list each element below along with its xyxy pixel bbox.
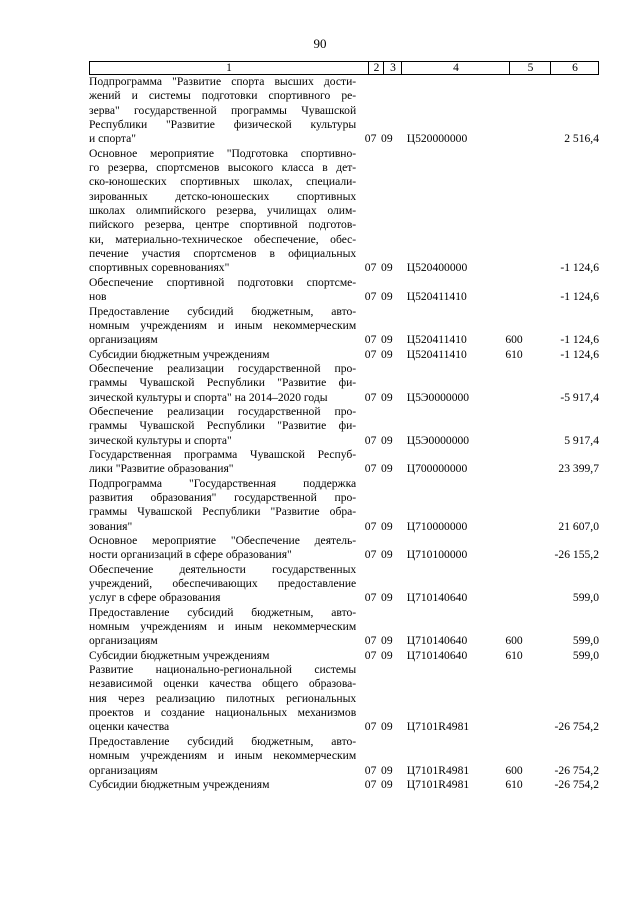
description-line: Государственная программа Чувашской Респуб- [89, 447, 357, 461]
row-description [89, 778, 356, 792]
subsection-code: 09 [381, 648, 393, 662]
description-line: Субсидии бюджетным учреждениям [89, 777, 270, 791]
amount: 5 917,4 [564, 433, 599, 447]
target-article-code: Ц520000000 [406, 132, 468, 146]
amount: -5 917,4 [560, 390, 599, 404]
amount: -26 754,2 [554, 777, 599, 791]
description-line: ки, материально-техническое обеспечение, обес- [89, 232, 357, 246]
target-article-code: Ц520400000 [406, 261, 468, 275]
table-row [89, 563, 599, 606]
amount: 23 399,7 [558, 462, 599, 476]
description-line: услуг в сфере образования [89, 591, 221, 605]
description-line: ности организаций в сфере образования" [89, 548, 292, 562]
description-line: зической культуры и спорта" на 2014–2020 годы [89, 390, 328, 404]
description-line: спортивных соревнованиях" [89, 261, 230, 275]
table-row [89, 362, 599, 405]
description-line: Обеспечение реализации государственной про- [89, 404, 357, 418]
target-article-code: Ц520411410 [406, 333, 467, 347]
amount: 599,0 [572, 591, 599, 605]
subsection-code: 09 [381, 333, 393, 347]
table-row [89, 649, 599, 663]
target-article-code: Ц710100000 [406, 548, 468, 562]
column-header-1: 1 [226, 62, 232, 74]
table-row [89, 348, 599, 362]
amount: -1 124,6 [560, 333, 599, 347]
column-header-4: 4 [401, 62, 510, 74]
description-line: Субсидии бюджетным учреждениям [89, 347, 270, 361]
description-line: зования" [89, 519, 133, 533]
target-article-code: Ц7101R4981 [406, 777, 470, 791]
description-line: ско-юношеских спортивных школах, специали- [89, 175, 357, 189]
section-code: 07 [364, 290, 377, 304]
description-line: Обеспечение реализации государственной про- [89, 361, 357, 375]
row-description [89, 276, 356, 305]
description-line: организациям [89, 333, 158, 347]
table-row [89, 778, 599, 792]
subsection-code: 09 [381, 290, 393, 304]
column-header-2: 2 [368, 62, 384, 74]
description-line: организациям [89, 634, 158, 648]
expense-type-code: 610 [505, 777, 523, 791]
table-row [89, 75, 599, 147]
expense-type-code: 610 [505, 648, 523, 662]
section-code: 07 [364, 132, 377, 146]
description-line: Основное мероприятие "Подготовка спортивно- [89, 146, 357, 160]
subsection-code: 09 [381, 347, 393, 361]
target-article-code: Ц520411410 [406, 290, 467, 304]
table-row [89, 448, 599, 477]
amount: -1 124,6 [560, 347, 599, 361]
subsection-code: 09 [381, 132, 393, 146]
row-description [89, 348, 356, 362]
description-line: номным учреждениям и иным некоммерческим [89, 620, 357, 634]
row-description [89, 735, 356, 778]
column-header-6: 6 [550, 62, 599, 74]
target-article-code: Ц5Э0000000 [406, 433, 470, 447]
section-code: 07 [364, 261, 377, 275]
page-number: 90 [313, 36, 327, 51]
description-line: ния через реализацию пилотных региональных [89, 691, 357, 705]
row-description [89, 606, 356, 649]
subsection-code: 09 [381, 763, 393, 777]
amount: -26 155,2 [554, 548, 599, 562]
amount: -1 124,6 [560, 290, 599, 304]
section-code: 07 [364, 462, 377, 476]
description-line: граммы Чувашской Республики "Развитие фи- [89, 419, 357, 433]
subsection-code: 09 [381, 519, 393, 533]
table-header [89, 61, 599, 75]
description-line: оценки качества [89, 720, 170, 734]
target-article-code: Ц710140640 [406, 634, 468, 648]
target-article-code: Ц710140640 [406, 591, 468, 605]
description-line: Подпрограмма "Государственная поддержка [89, 476, 357, 490]
description-line: печение участия спортсменов в официальных [89, 247, 357, 261]
description-line: жений и системы подготовки спортивного ре- [89, 89, 357, 103]
description-line: го резерва, спортсменов высокого класса в дет- [89, 161, 357, 175]
amount: -26 754,2 [554, 763, 599, 777]
column-header-5: 5 [509, 62, 551, 74]
section-code: 07 [364, 333, 377, 347]
row-description [89, 305, 356, 348]
row-description [89, 448, 356, 477]
target-article-code: Ц710000000 [406, 519, 468, 533]
row-description [89, 534, 356, 563]
description-line: зерва" государственной программы Чувашской [89, 103, 357, 117]
subsection-code: 09 [381, 548, 393, 562]
section-code: 07 [364, 763, 377, 777]
description-line: номным учреждениям и иным некоммерческим [89, 749, 357, 763]
row-description [89, 649, 356, 663]
table-row [89, 147, 599, 276]
section-code: 07 [364, 548, 377, 562]
description-line: граммы Чувашской Республики "Развитие обра- [89, 505, 357, 519]
subsection-code: 09 [381, 634, 393, 648]
target-article-code: Ц7101R4981 [406, 763, 470, 777]
description-line: Предоставление субсидий бюджетным, авто- [89, 734, 357, 748]
description-line: Предоставление субсидий бюджетным, авто- [89, 605, 357, 619]
amount: 599,0 [572, 634, 599, 648]
subsection-code: 09 [381, 777, 393, 791]
description-line: Обеспечение спортивной подготовки спортсме- [89, 275, 357, 289]
section-code: 07 [364, 648, 377, 662]
description-line: организациям [89, 763, 158, 777]
description-line: нов [89, 290, 107, 304]
description-line: Предоставление субсидий бюджетным, авто- [89, 304, 357, 318]
row-description [89, 405, 356, 448]
subsection-code: 09 [381, 591, 393, 605]
description-line: Республики "Развитие физической культуры [89, 118, 357, 132]
expense-type-code: 600 [505, 763, 523, 777]
subsection-code: 09 [381, 720, 393, 734]
section-code: 07 [364, 347, 377, 361]
subsection-code: 09 [381, 462, 393, 476]
subsection-code: 09 [381, 390, 393, 404]
target-article-code: Ц5Э0000000 [406, 390, 470, 404]
expense-type-code: 600 [505, 634, 523, 648]
table-row [89, 276, 599, 305]
subsection-code: 09 [381, 433, 393, 447]
table-body [89, 75, 599, 792]
table-row [89, 735, 599, 778]
amount: -1 124,6 [560, 261, 599, 275]
description-line: независимой оценки качества общего образова- [89, 677, 357, 691]
description-line: и спорта" [89, 132, 136, 146]
description-line: зической культуры и спорта" [89, 433, 232, 447]
description-line: Обеспечение деятельности государственных [89, 562, 357, 576]
description-line: Основное мероприятие "Обеспечение деятель- [89, 534, 357, 547]
description-line: лики "Развитие образования" [89, 462, 234, 476]
expense-type-code: 610 [505, 347, 523, 361]
target-article-code: Ц7101R4981 [406, 720, 470, 734]
row-description [89, 147, 356, 276]
section-code: 07 [364, 390, 377, 404]
column-header-3: 3 [383, 62, 402, 74]
description-line: Развитие национально-региональной системы [89, 663, 357, 677]
table-row [89, 534, 599, 563]
expense-type-code: 600 [505, 333, 523, 347]
section-code: 07 [364, 519, 377, 533]
section-code: 07 [364, 634, 377, 648]
description-line: проектов и создание национальных механизмов [89, 706, 357, 720]
table-row [89, 606, 599, 649]
section-code: 07 [364, 777, 377, 791]
target-article-code: Ц710140640 [406, 648, 468, 662]
amount: 2 516,4 [564, 132, 599, 146]
table-row [89, 305, 599, 348]
section-code: 07 [364, 591, 377, 605]
description-line: зированных детско-юношеских спортивных [89, 189, 357, 203]
target-article-code: Ц520411410 [406, 347, 467, 361]
row-description [89, 362, 356, 405]
row-description [89, 563, 356, 606]
section-code: 07 [364, 433, 377, 447]
subsection-code: 09 [381, 261, 393, 275]
description-line: пийского резерва, центре спортивной подготов- [89, 218, 357, 232]
section-code: 07 [364, 720, 377, 734]
target-article-code: Ц700000000 [406, 462, 468, 476]
table-row [89, 405, 599, 448]
description-line: развития образования" государственной про- [89, 490, 357, 504]
row-description [89, 663, 356, 735]
description-line: школах олимпийского резерва, училищах олим- [89, 204, 357, 218]
description-line: номным учреждениям и иным некоммерческим [89, 318, 357, 332]
row-description [89, 75, 356, 147]
amount: 599,0 [572, 648, 599, 662]
table-row [89, 477, 599, 534]
amount: 21 607,0 [558, 519, 599, 533]
description-line: Подпрограмма "Развитие спорта высших дости- [89, 75, 357, 88]
amount: -26 754,2 [554, 720, 599, 734]
row-description [89, 477, 356, 534]
description-line: учреждений, обеспечивающих предоставление [89, 577, 357, 591]
description-line: граммы Чувашской Республики "Развитие фи- [89, 376, 357, 390]
description-line: Субсидии бюджетным учреждениям [89, 648, 270, 662]
table-row [89, 663, 599, 735]
